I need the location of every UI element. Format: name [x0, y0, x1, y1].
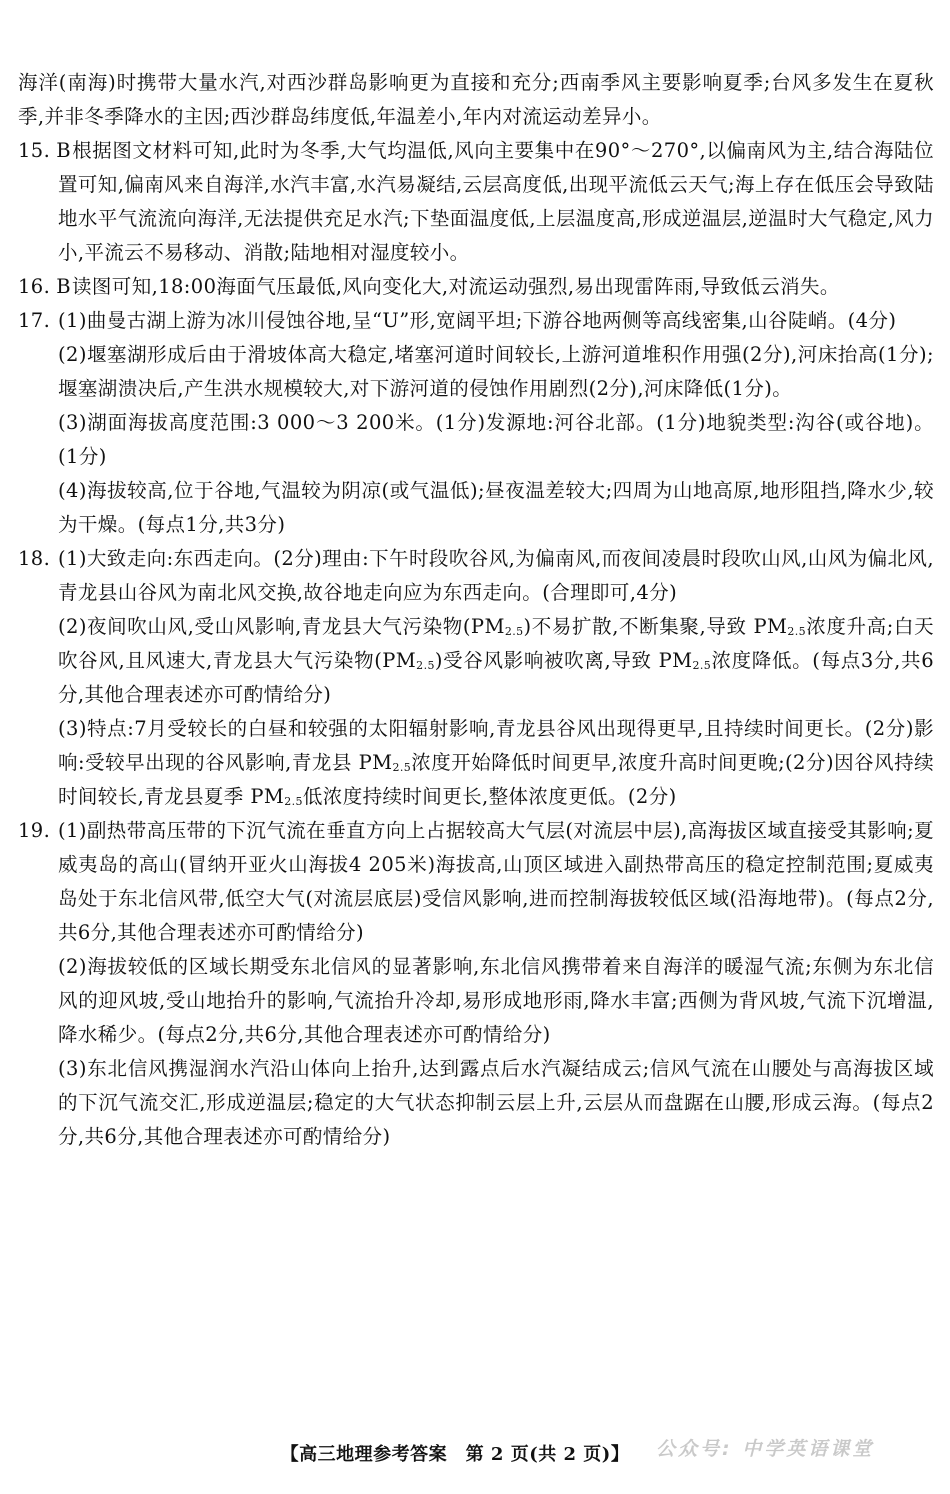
answer-17 — [18, 304, 934, 338]
answer-18-part-3: (3)特点:7月受较长的白昼和较强的太阳辐射影响,青龙县谷风出现得更早,且持续时间更长。(2分)影响:受较早出现的谷风影响,青龙县 $PM_{2.5}$浓度开始降低时间更早,浓度升高时间更晚;(2分)因谷风持续时间较长,青龙县夏季 $PM_{2.5}$低浓度持续时间更长,整体浓度更低。(2分) — [58, 717, 935, 808]
answer-18-part-1: (1)大致走向:东西走向。(2分)理由:下午时段吹谷风,为偏南风,而夜间凌晨时段吹山风,山风为偏北风,青龙县山谷风为南北风交换,故谷地走向应为东西走向。(合理即可,4分) — [58, 547, 934, 604]
watermark: 公众号: 中学英语课堂 — [656, 1438, 875, 1460]
pm25-term: $PM_{2.5}$ — [358, 751, 412, 774]
answer-content — [18, 66, 934, 1154]
answer-18-part-2: (2)夜间吹山风,受山风影响,青龙县大气污染物$(PM_{2.5})$不易扩散,不断集聚,导致 $PM_{2.5}$浓度升高;白天吹谷风,且风速大,青龙县大气污染物$(PM_{2.5})$受谷风影响被吹离,导致 $PM_{2.5}$浓度降低。(每点3分,共6分,其他合理表述亦可酌情给分) — [58, 615, 934, 706]
choice-answer-15: B — [56, 139, 71, 162]
answer-15 — [18, 134, 934, 270]
answer-19-part-1: (1)副热带高压带的下沉气流在垂直方向上占据较高大气层(对流层中层),高海拔区域直接受其影响;夏威夷岛的高山(冒纳开亚火山海拔4 205米)海拔高,山顶区域进入副热带高压的稳定控制范围;夏威夷岛处于东北信风带,低空大气(对流层底层)受信风影响,进而控制海拔较低区域(沿海地带)。(每点2分,共6分,其他合理表述亦可酌情给分) — [58, 819, 934, 944]
pm25-term: $PM_{2.5}$ — [250, 785, 303, 808]
question-number-18: 18. — [18, 547, 51, 570]
pm25-term: $PM_{2.5}$ — [753, 615, 807, 638]
answer-17-part-4: (4)海拔较高,位于谷地,气温较为阴凉(或气温低);昼夜温差较大;四周为山地高原,地形阻挡,降水少,较为干燥。(每点1分,共3分) — [58, 479, 934, 536]
footer-text: 【高三地理参考答案 第 2 页(共 2 页)】 — [280, 1444, 630, 1465]
pm25-term: $PM_{2.5}$ — [470, 615, 524, 638]
answer-17-part-1: (1)曲曼古湖上游为冰川侵蚀谷地,呈“U”形,宽阔平坦;下游谷地两侧等高线密集,山谷陡峭。(4分) — [58, 309, 897, 332]
choice-answer-16: B — [56, 275, 71, 298]
answer-17-part-2: (2)堰塞湖形成后由于滑坡体高大稳定,堵塞河道时间较长,上游河道堆积作用强(2分),河床抬高(1分);堰塞湖溃决后,产生洪水规模较大,对下游河道的侵蚀作用剧烈(2分),河床降低(1分)。 — [58, 343, 934, 400]
answer-17-part-3: (3)湖面海拔高度范围:3 000～3 200米。(1分)发源地:河谷北部。(1分)地貌类型:沟谷(或谷地)。(1分) — [58, 411, 934, 468]
answer-19 — [18, 814, 934, 950]
explanation-16: 读图可知,18:00海面气压最低,风向变化大,对流运动强烈,易出现雷阵雨,导致低云消失。 — [72, 275, 840, 298]
question-number-19: 19. — [18, 819, 51, 842]
answer-19-part-3: (3)东北信风携湿润水汽沿山体向上抬升,达到露点后水汽凝结成云;信风气流在山腰处与高海拔区域的下沉气流交汇,形成逆温层;稳定的大气状态抑制云层上升,云层从而盘踞在山腰,形成云海。(每点2分,共6分,其他合理表述亦可酌情给分) — [58, 1057, 934, 1148]
question-number-17: 17. — [18, 309, 51, 332]
pm25-term: $PM_{2.5}$ — [382, 649, 435, 672]
answer-16 — [18, 270, 934, 304]
question-number-16: 16. B — [18, 275, 71, 298]
question-number-15: 15. B — [18, 139, 71, 162]
answer-19-part-2: (2)海拔较低的区域长期受东北信风的显著影响,东北信风携带着来自海洋的暖湿气流;东侧为东北信风的迎风坡,受山地抬升的影响,气流抬升冷却,易形成地形雨,降水丰富;西侧为背风坡,气流下沉增温,降水稀少。(每点2分,共6分,其他合理表述亦可酌情给分) — [58, 955, 934, 1046]
continued-answer-14 — [18, 66, 934, 134]
answer-18 — [18, 542, 934, 610]
explanation-15: 根据图文材料可知,此时为冬季,大气均温低,风向主要集中在90°～270°,以偏南风为主,结合海陆位置可知,偏南风来自海洋,水汽丰富,水汽易凝结,云层高度低,出现平流低云天气;海上存在低压会导致陆地水平气流流向海洋,无法提供充足水汽;下垫面温度低,上层温度高,形成逆温层,逆温时大气稳定,风力小,平流云不易移动、消散;陆地相对湿度较小。 — [58, 139, 934, 264]
continued-text: 海洋(南海)时携带大量水汽,对西沙群岛影响更为直接和充分;西南季风主要影响夏季;台风多发生在夏秋季,并非冬季降水的主因;西沙群岛纬度低,年温差小,年内对流运动差异小。 — [18, 71, 934, 128]
pm25-term: $PM_{2.5}$ — [658, 649, 712, 672]
